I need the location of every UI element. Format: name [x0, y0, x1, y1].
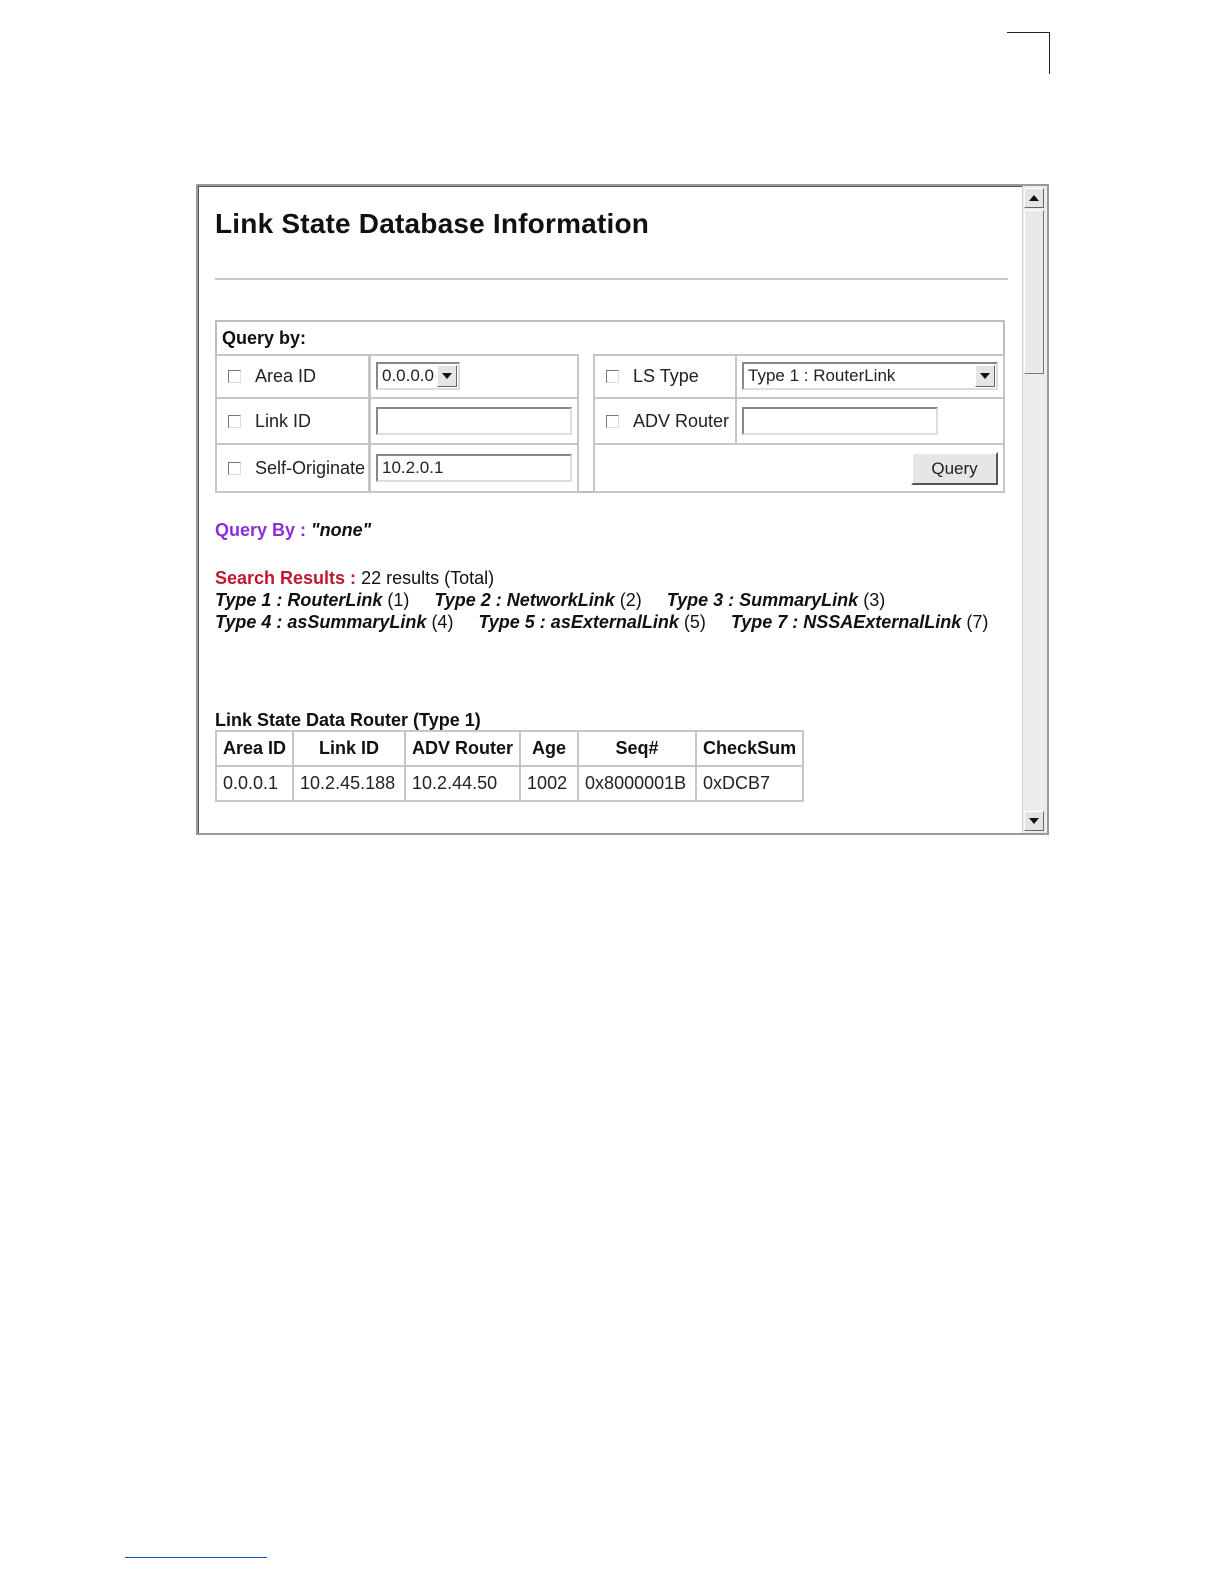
type-7-count: (7) [966, 612, 989, 632]
search-results-total: 22 results (Total) [361, 568, 495, 588]
self-originate-label-cell [215, 443, 370, 493]
type-2-link[interactable]: Type 2 : NetworkLink [434, 590, 615, 610]
table-row [216, 766, 803, 801]
cell-seq: 0x8000001B [578, 766, 696, 801]
area-id-selected: 0.0.0.0 [382, 366, 434, 385]
type-1-count: (1) [387, 590, 410, 610]
chevron-down-icon[interactable] [437, 365, 457, 387]
crop-mark-top [1007, 32, 1049, 33]
search-results-line [215, 568, 494, 589]
search-results-label: Search Results : [215, 568, 357, 588]
scrollbar-thumb[interactable] [1024, 210, 1044, 374]
page-title: Link State Database Information [215, 208, 650, 239]
ls-type-select[interactable] [742, 362, 998, 390]
type-7-link[interactable]: Type 7 : NSSAExternalLink [730, 612, 962, 632]
type-4-count: (4) [431, 612, 454, 632]
area-id-label: Area ID [255, 366, 317, 386]
self-originate-checkbox[interactable] [228, 462, 241, 475]
type-4-link[interactable]: Type 4 : asSummaryLink [215, 612, 427, 632]
title-divider [215, 278, 1008, 280]
column-header-age: Age [520, 731, 578, 766]
area-id-checkbox[interactable] [228, 370, 241, 383]
query-heading: Query by: [222, 328, 307, 348]
browser-window [196, 184, 1049, 835]
column-header-seq: Seq# [578, 731, 696, 766]
ls-type-label: LS Type [633, 366, 699, 386]
type-1-link[interactable]: Type 1 : RouterLink [215, 590, 383, 610]
query-by-value: "none" [311, 520, 372, 540]
column-header-adv-router: ADV Router [405, 731, 520, 766]
query-by-label: Query By : [215, 520, 307, 540]
query-by-line [215, 520, 371, 541]
type-2-count: (2) [619, 590, 642, 610]
cell-age: 1002 [520, 766, 578, 801]
link-id-value-cell [369, 397, 579, 445]
page-content [198, 186, 1024, 833]
adv-router-input[interactable] [742, 407, 938, 435]
column-header-area-id: Area ID [216, 731, 293, 766]
cell-link-id: 10.2.45.188 [293, 766, 405, 801]
cell-adv-router: 10.2.44.50 [405, 766, 520, 801]
self-originate-input[interactable] [376, 454, 572, 482]
column-header-link-id: Link ID [293, 731, 405, 766]
type-5-link[interactable]: Type 5 : asExternalLink [478, 612, 679, 632]
adv-router-label: ADV Router [633, 410, 730, 431]
area-id-value-cell [369, 354, 579, 399]
scroll-down-icon[interactable] [1024, 811, 1044, 831]
cell-checksum: 0xDCB7 [696, 766, 803, 801]
ls-type-selected: Type 1 : RouterLink [748, 366, 896, 385]
router-table [215, 730, 804, 802]
area-id-label-cell [215, 354, 370, 399]
router-table-heading: Link State Data Router (Type 1) [215, 710, 481, 730]
column-header-checksum: CheckSum [696, 731, 803, 766]
self-originate-label: Self-Originate [255, 457, 366, 478]
type-3-count: (3) [863, 590, 886, 610]
link-id-checkbox[interactable] [228, 415, 241, 428]
adv-router-checkbox[interactable] [606, 415, 619, 428]
adv-router-label-cell [593, 397, 737, 445]
table-header-row [216, 731, 803, 766]
self-originate-value-cell [369, 443, 579, 493]
type-5-count: (5) [683, 612, 706, 632]
link-id-label: Link ID [255, 410, 312, 431]
cell-area-id: 0.0.0.1 [216, 766, 293, 801]
type-3-link[interactable]: Type 3 : SummaryLink [666, 590, 859, 610]
crop-mark-right [1049, 32, 1050, 74]
type-counts-line-1 [215, 590, 885, 611]
adv-router-value-cell [735, 397, 1005, 445]
link-id-input[interactable] [376, 407, 572, 435]
scroll-up-icon[interactable] [1024, 188, 1044, 208]
link-id-label-cell [215, 397, 370, 445]
type-counts-line-2 [215, 612, 988, 633]
footer-rule [125, 1557, 267, 1558]
ls-type-label-cell [593, 354, 737, 399]
ls-type-checkbox[interactable] [606, 370, 619, 383]
vertical-scrollbar[interactable] [1022, 186, 1047, 833]
area-id-select[interactable] [376, 362, 460, 390]
chevron-down-icon[interactable] [975, 365, 995, 387]
query-button[interactable]: Query [911, 452, 998, 485]
ls-type-value-cell [735, 354, 1005, 399]
